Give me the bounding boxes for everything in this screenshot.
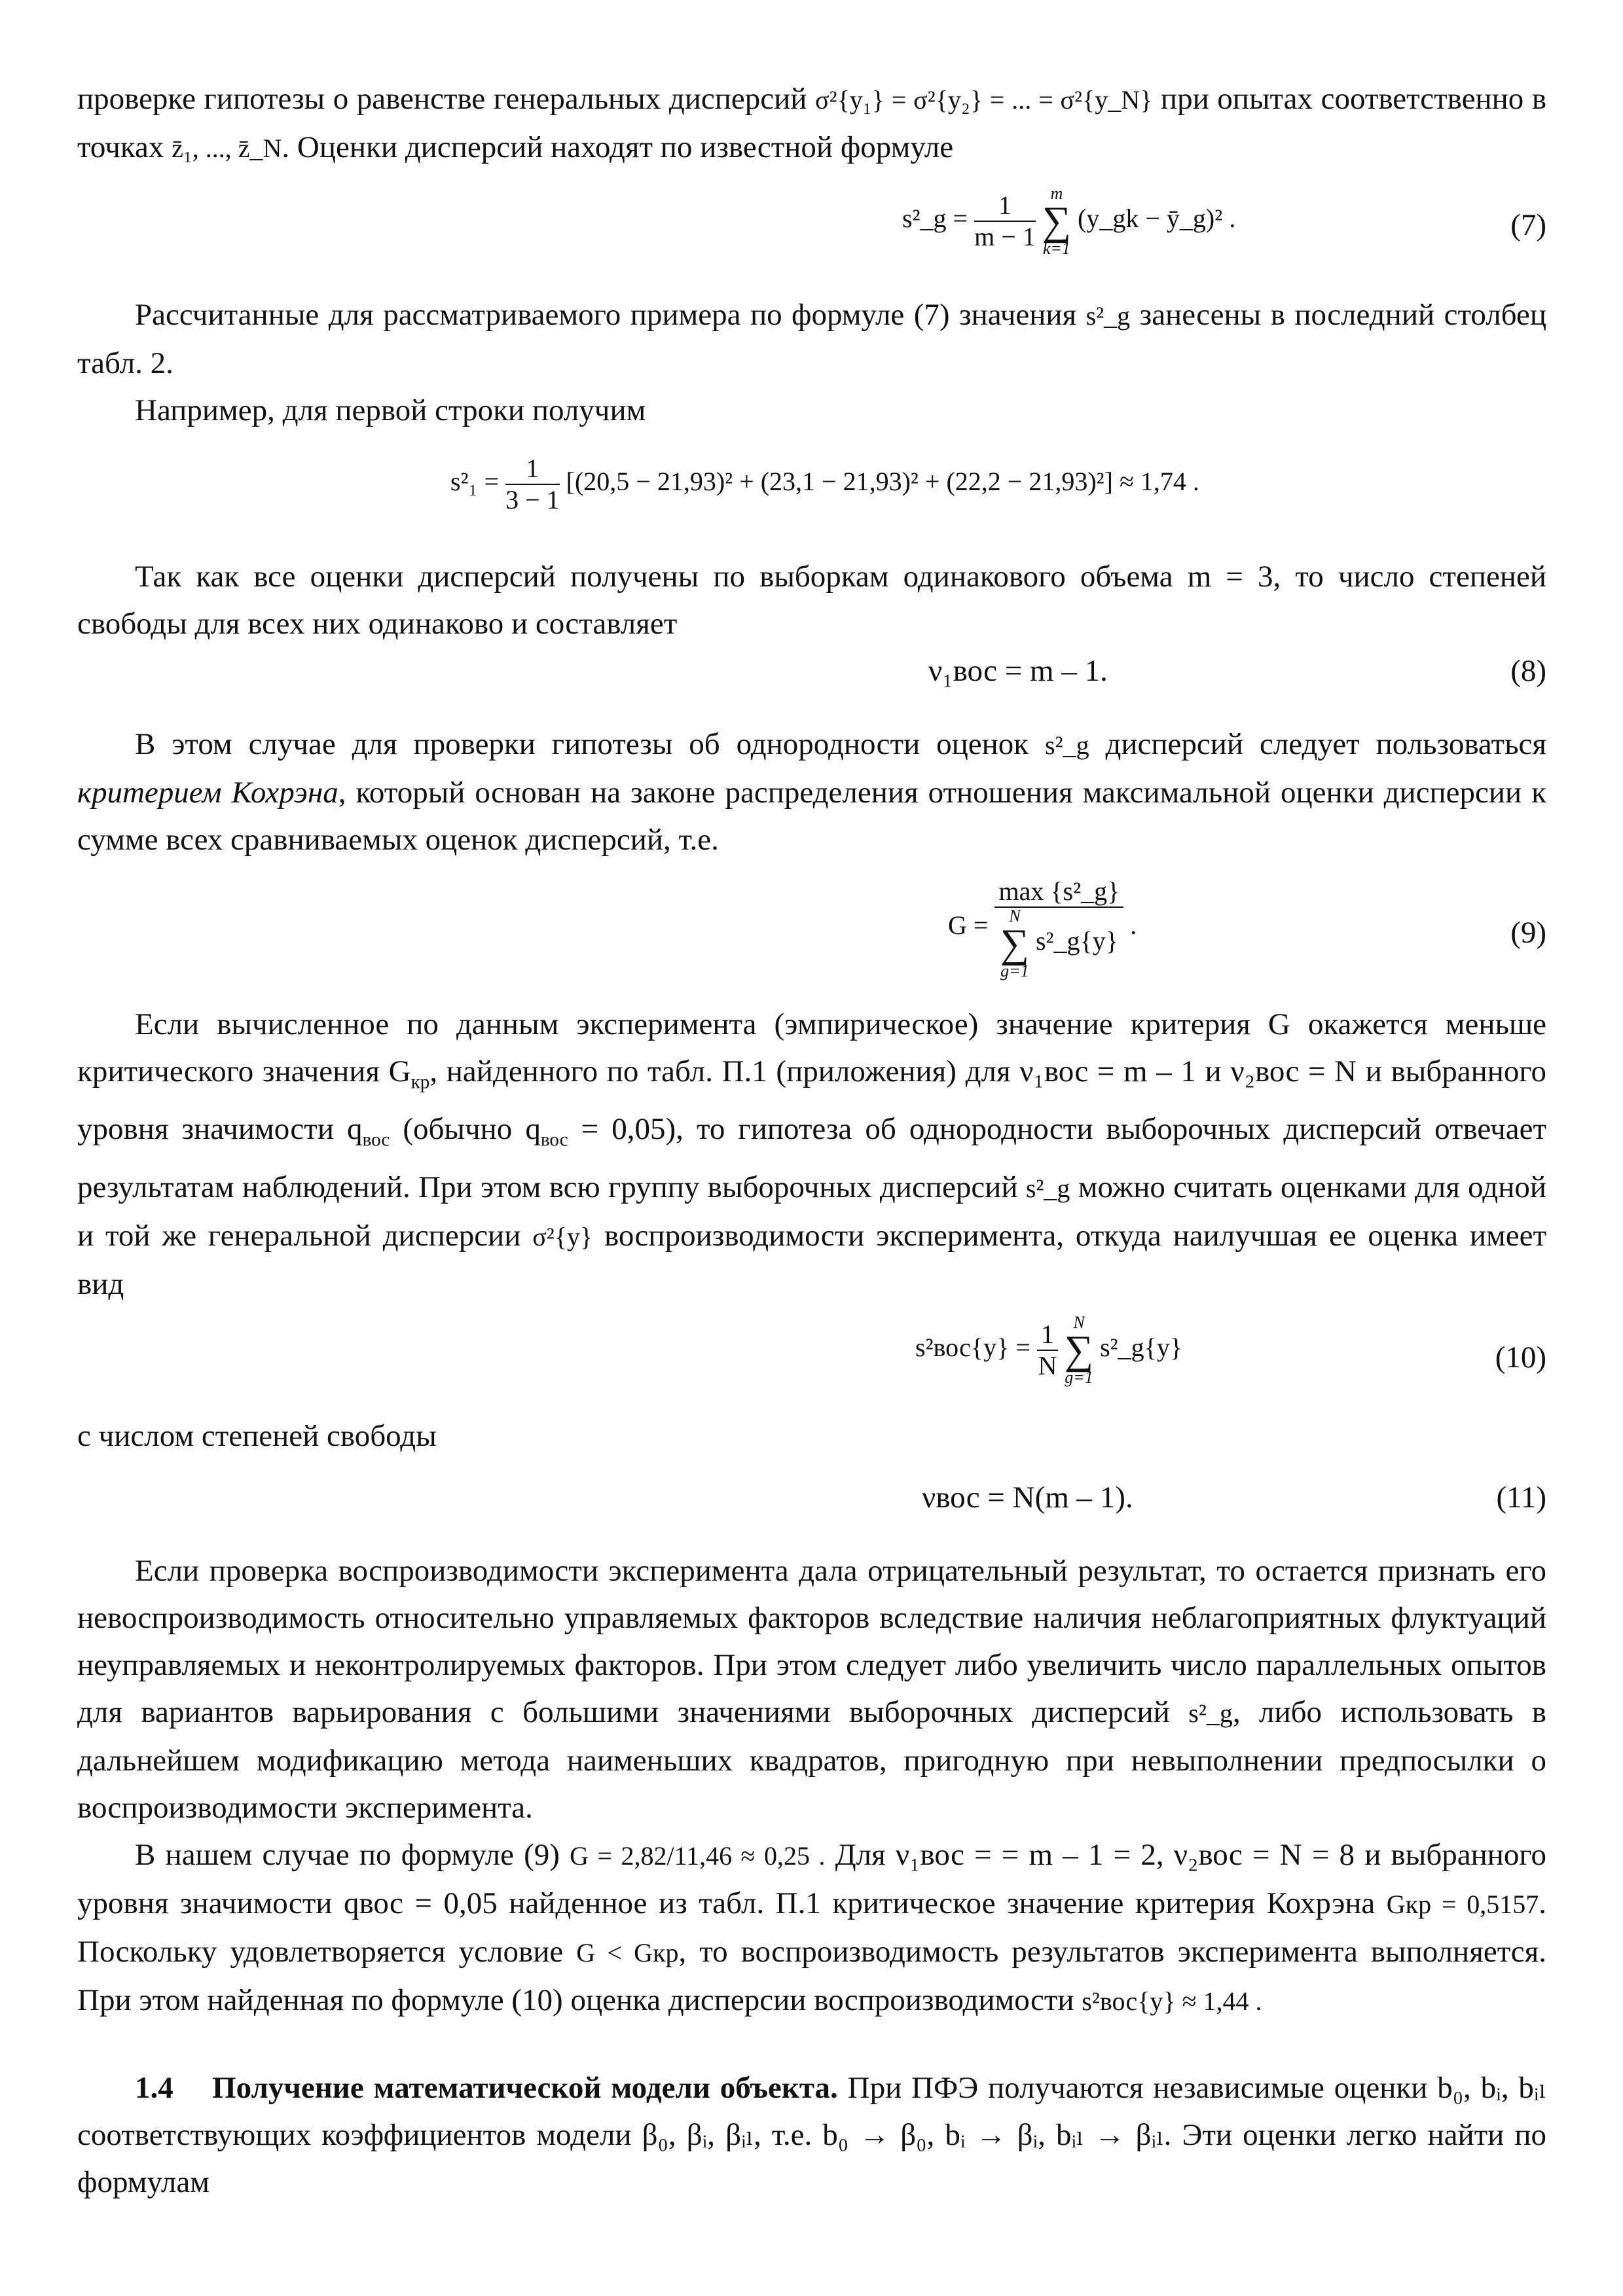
formula-7: s²_g = $\frac{1}{m - 1}$ m ∑ k=1 (y_gk − ȳ_g)² . (7) — [902, 184, 1546, 258]
paragraph-degrees-2: с числом степеней свободы — [77, 1418, 437, 1453]
paragraph-negative: Если проверка воспроизводимости эксперимента дала отрицательный результат, то остается признать его невоспроизводимость относительно управляемых факторов вследствие наличия неблагоприятных флуктуаций неуправляемых и неконтролируемых факторов. При этом следует либо увеличить число параллельных опытов для вариантов варьирования с большими значениями выборочных дисперсий s²_g, либо использовать в дальнейшем модификацию метода наименьших квадратов, пригодную при невыполнении предпосылки о воспроизводимости эксперимента. — [77, 1553, 1546, 1825]
paragraph-cochran: В этом случае для проверки гипотезы об однородности оценок s²_g дисперсий следует пользоваться критерием Кохрэна, который основан на законе распределения отношения максимальной оценки дисперсии к сумме всех сравниваемых оценок дисперсий, т.е. — [77, 727, 1547, 857]
section-title: Получение математической модели объекта. — [212, 2070, 838, 2105]
formula-8-label: (8) — [1510, 654, 1546, 688]
formula-11-label: (11) — [1496, 1480, 1546, 1515]
paragraph-critical: Если вычисленное по данным эксперимента (эмпирическое) значение критерия G окажется меньше критического значения $G_{кр}$, найденного по табл. П.1 (приложения) для ν₁вос = m – 1 и ν₂вос = N и выбранного уровня значимости $q_{вос}$ (обычно $q_{вос} = 0,05$), то гипотеза об однородности выборочных дисперсий отвечает результатам наблюдений. При этом всю группу выборочных дисперсий s²_g можно считать оценками для одной и той же генеральной дисперсии σ²{y} воспроизводимости эксперимента, откуда наилучшая ее оценка имеет вид — [77, 1007, 1547, 1301]
formula-7-label: (7) — [1510, 208, 1546, 242]
points-list: z̄₁, ..., z̄_N — [172, 134, 282, 163]
paragraph-hypothesis: проверке гипотезы о равенстве генеральных дисперсий σ²{y₁} = σ²{y₂} = ... = σ²{y_N} при опытах соответственно в точках z̄₁, ..., z̄_N. Оценки дисперсий находят по известной формуле — [77, 82, 1547, 164]
paragraph-our-case: В нашем случае по формуле (9) G = 2,82/11,46 ≈ 0,25 . Для ν₁вос = = m – 1 = 2, ν₂вос = N = 8 и выбранного уровня значимости qвос = 0,05 найденное из табл. П.1 критическое значение критерия Кохрэна Gкр = 0,5157. Поскольку удовлетворяется условие G < Gкр, то воспроизводимость результатов эксперимента выполняется. При этом найденная по формуле (10) оценка дисперсии воспроизводимости s²вос{y} ≈ 1,44 . — [77, 1837, 1547, 2017]
formula-9: G = max {s²_g} N ∑ g=1 s²_g{y} . (9) — [948, 876, 1546, 980]
formula-10-label: (10) — [1495, 1340, 1546, 1374]
paragraph-example: Например, для первой строки получим — [135, 393, 646, 427]
document-page — [77, 75, 1546, 2206]
section-number: 1.4 — [135, 2070, 173, 2105]
formula-example: s²₁ = $\frac{1}{3 - 1}$ [(20,5 − 21,93)² + (23,1 − 21,93)² + (22,2 − 21,93)²] ≈ 1,74 . — [450, 454, 1199, 514]
formula-11: νвос = N(m – 1). (11) — [77, 1474, 1546, 1521]
section-1-4: 1.4 Получение математической модели объекта. При ПФЭ получаются независимые оценки b₀, bᵢ, bᵢₗ соответствующих коэффициентов модели β₀, βᵢ, βᵢₗ, т.е. b₀ → β₀, bᵢ → βᵢ, bᵢₗ → βᵢₗ. Эти оценки легко найти по формулам — [77, 2070, 1547, 2199]
paragraph-computed: Рассчитанные для рассматриваемого примера по формуле (7) значения s²_g занесены в последний столбец табл. 2. — [77, 298, 1547, 380]
variance-equality: σ²{y₁} = σ²{y₂} = ... = σ²{y_N} — [815, 85, 1153, 115]
paragraph-degrees: Так как все оценки дисперсий получены по выборкам одинакового объема m = 3, то число степеней свободы для всех них одинаково и составляет — [77, 560, 1546, 641]
formula-8: ν₁вос = m – 1. (8) — [77, 647, 1546, 694]
formula-9-label: (9) — [1510, 916, 1546, 950]
formula-10: s²вос{y} = $\frac{1}{N}$ N ∑ g=1 s²_g{y} (10) — [915, 1312, 1546, 1387]
